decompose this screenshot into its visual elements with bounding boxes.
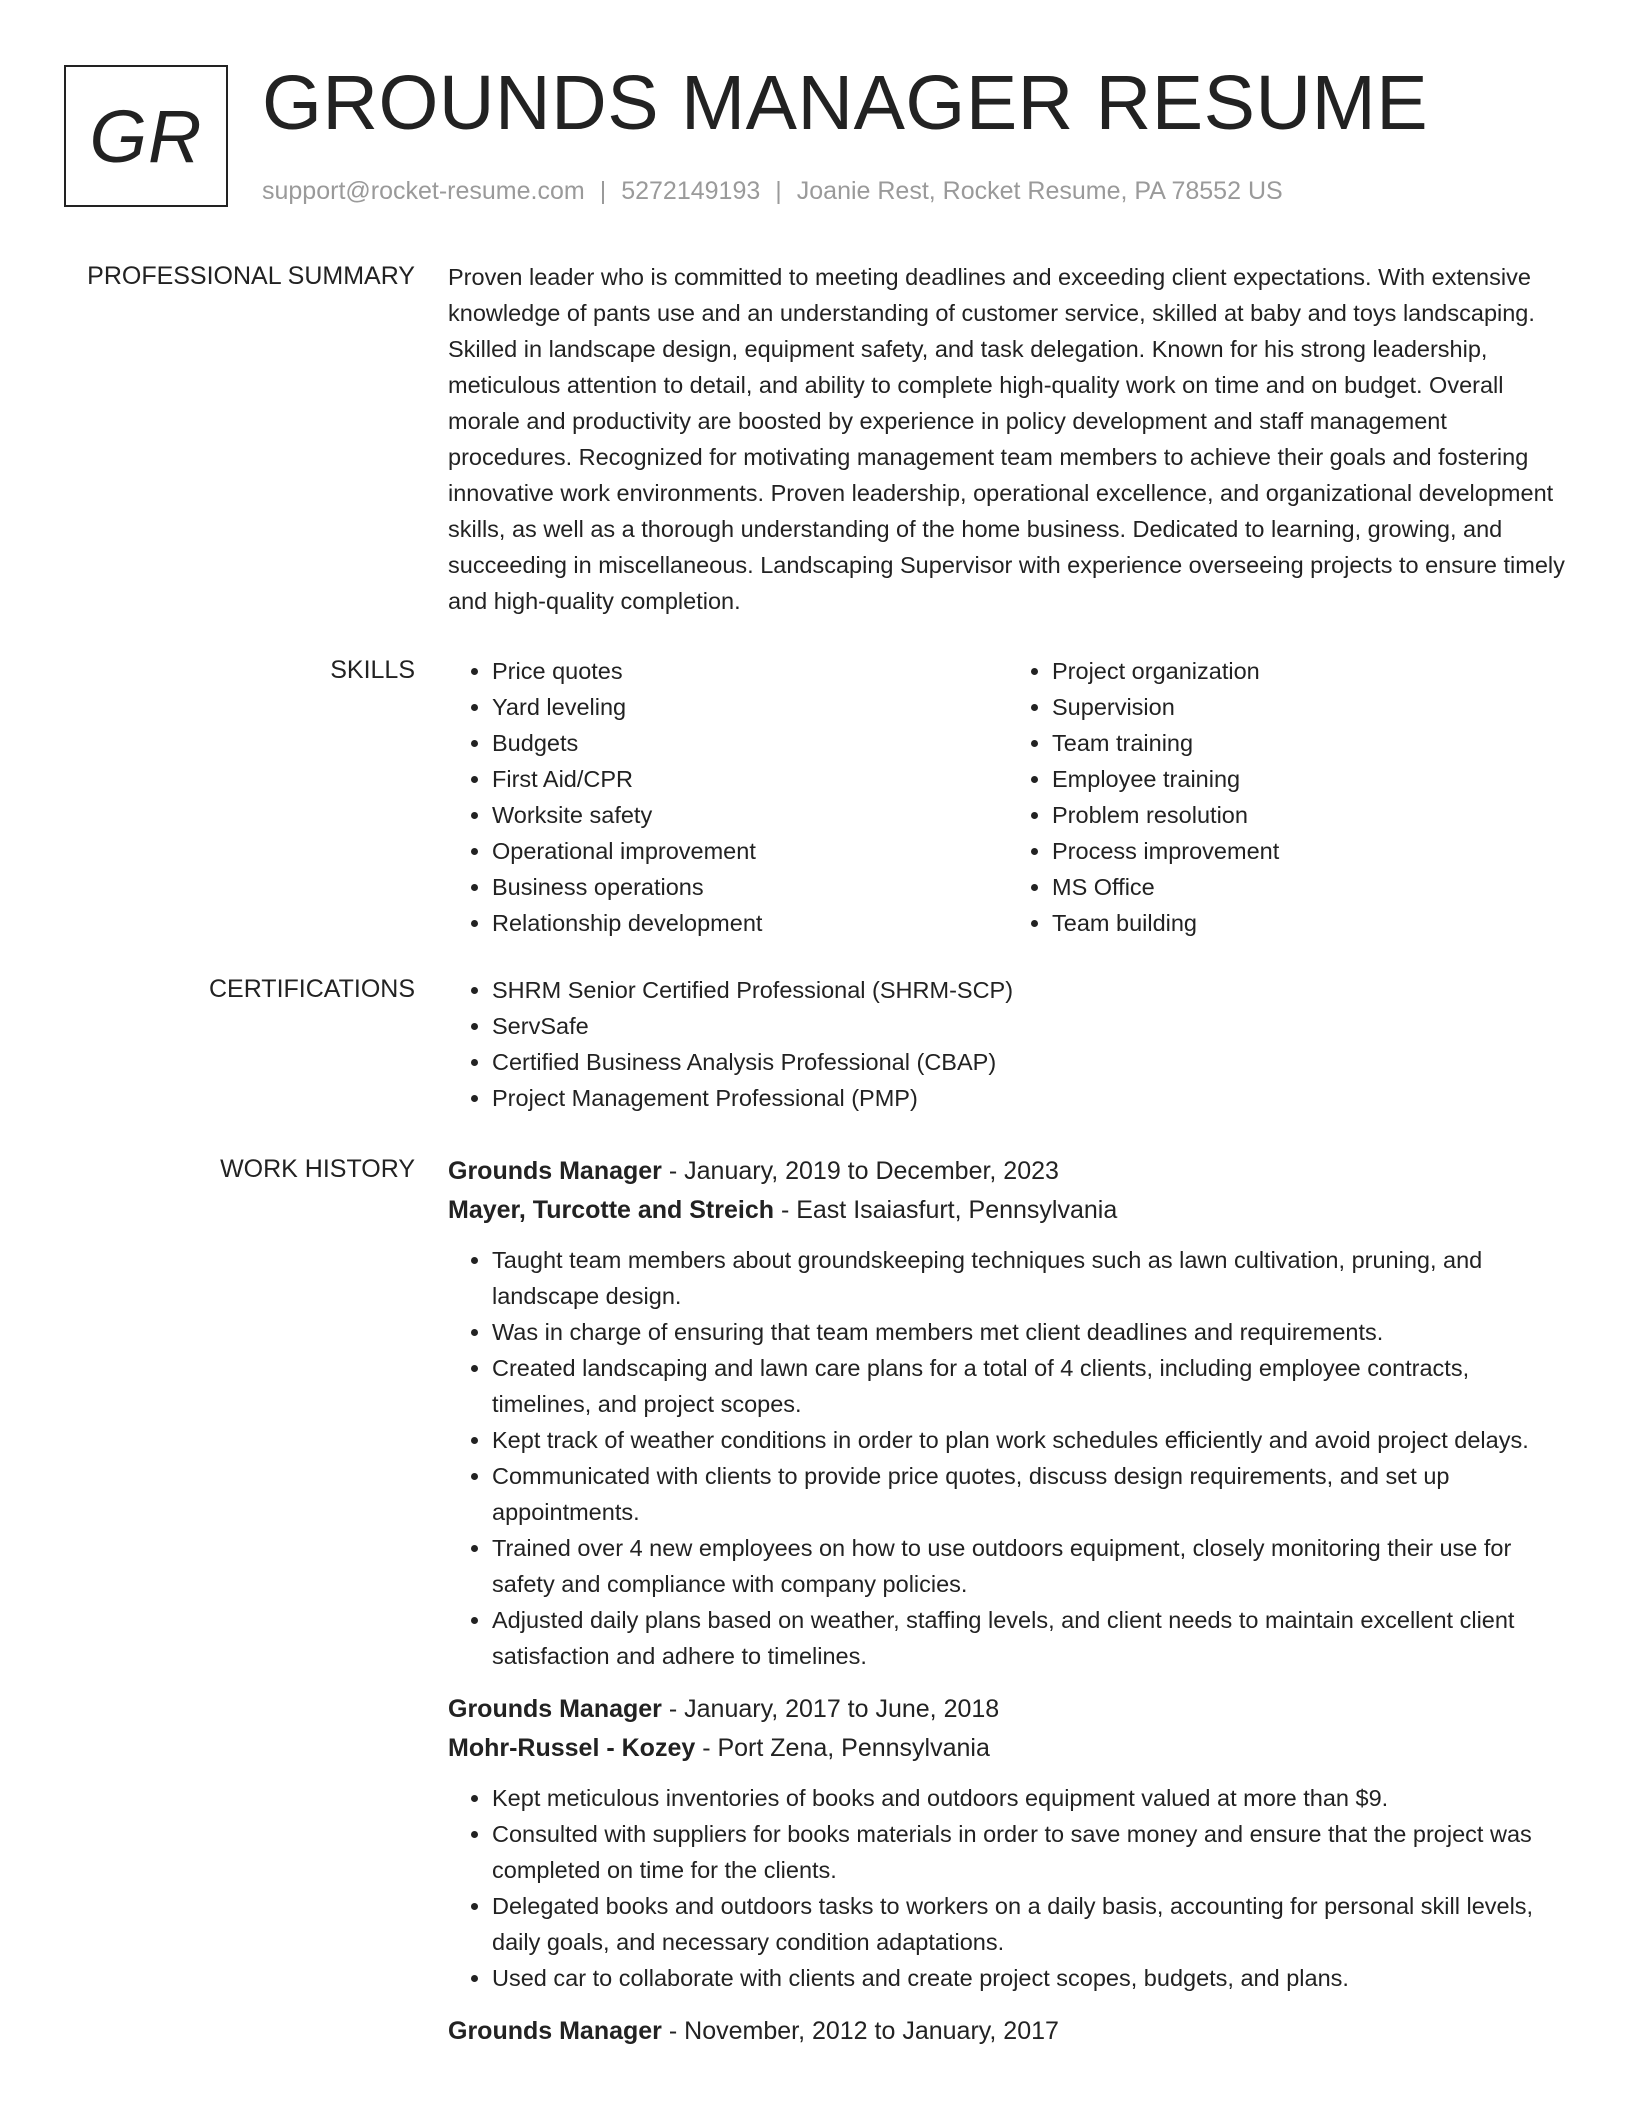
certifications-body — [448, 972, 1568, 1116]
job-title-line — [448, 1690, 1568, 1729]
list-item: • Project organization — [1052, 653, 1568, 689]
list-item: • SHRM Senior Certified Professional (SHRM-SCP) — [492, 972, 1568, 1008]
monogram-text: GR — [89, 94, 203, 178]
job-title: Grounds Manager — [448, 2017, 662, 2045]
certifications-list — [448, 972, 1568, 1116]
job-title-line — [448, 2012, 1568, 2051]
job-entry — [448, 2012, 1568, 2051]
contact-phone: 5272149193 — [621, 177, 761, 205]
list-item: • Budgets — [492, 725, 1008, 761]
list-item: • Created landscaping and lawn care plans for a total of 4 clients, including employee contracts, timelines, and project scopes. — [492, 1350, 1568, 1422]
job-location: - Port Zena, Pennsylvania — [695, 1734, 990, 1762]
job-company-line — [448, 1729, 1568, 1768]
list-item: • MS Office — [1052, 869, 1568, 905]
list-item: • Kept meticulous inventories of books and outdoors equipment valued at more than $9. — [492, 1780, 1568, 1816]
job-title: Grounds Manager — [448, 1157, 662, 1185]
list-item: • Operational improvement — [492, 833, 1008, 869]
list-item: • Relationship development — [492, 905, 1008, 941]
summary-text: Proven leader who is committed to meeting deadlines and exceeding client expectations. With extensive knowledge of pants use and an understanding of customer service, skilled at baby and toys landscaping. Skilled in landscape design, equipment safety, and task delegation. Known for his strong leadership, meticulous attention to detail, and ability to complete high-quality work on time and on budget. Overall morale and productivity are boosted by experience in policy development and staff management procedures. Recognized for motivating management team members to achieve their goals and fostering innovative work environments. Proven leadership, operational excellence, and organizational development skills, as well as a thorough understanding of the home business. Dedicated to learning, growing, and succeeding in miscellaneous. Landscaping Supervisor with experience overseeing projects to ensure timely and high-quality completion. — [448, 264, 1565, 614]
list-item: • Communicated with clients to provide price quotes, discuss design requirements, and set up appointments. — [492, 1458, 1568, 1530]
job-location: - East Isaiasfurt, Pennsylvania — [774, 1196, 1118, 1224]
contact-separator: | — [599, 177, 607, 205]
section-label-work-history: WORK HISTORY — [220, 1155, 415, 1183]
job-dates: - November, 2012 to January, 2017 — [661, 2017, 1059, 2045]
list-item: • Team building — [1052, 905, 1568, 941]
contact-line — [262, 174, 1283, 208]
job-title-line — [448, 1152, 1568, 1191]
list-item: • Supervision — [1052, 689, 1568, 725]
job-company-line — [448, 1191, 1568, 1230]
job-company: Mayer, Turcotte and Streich — [448, 1196, 775, 1224]
job-company: Mohr-Russel - Kozey — [448, 1734, 696, 1762]
job-entry — [448, 1690, 1568, 1996]
list-item: • Trained over 4 new employees on how to use outdoors equipment, closely monitoring their use for safety and compliance with company policies. — [492, 1530, 1568, 1602]
list-item: • Kept track of weather conditions in order to plan work schedules efficiently and avoid project delays. — [492, 1422, 1568, 1458]
job-dates: - January, 2019 to December, 2023 — [661, 1157, 1059, 1185]
list-item: • Taught team members about groundskeeping techniques such as lawn cultivation, pruning, and landscape design. — [492, 1242, 1568, 1314]
list-item: • Process improvement — [1052, 833, 1568, 869]
summary-body — [448, 259, 1568, 619]
job-title: Grounds Manager — [448, 1695, 662, 1723]
job-bullets — [448, 1780, 1568, 1996]
list-item: • Delegated books and outdoors tasks to workers on a daily basis, accounting for personal skill levels, daily goals, and necessary condition adaptations. — [492, 1888, 1568, 1960]
list-item: • Employee training — [1052, 761, 1568, 797]
skills-list-left — [448, 653, 1008, 941]
section-label-skills: SKILLS — [330, 656, 415, 684]
list-item: • Yard leveling — [492, 689, 1008, 725]
job-dates: - January, 2017 to June, 2018 — [661, 1695, 1000, 1723]
contact-address: Joanie Rest, Rocket Resume, PA 78552 US — [796, 177, 1283, 205]
work-history-body — [448, 1152, 1568, 2067]
list-item: • Certified Business Analysis Professional (CBAP) — [492, 1044, 1568, 1080]
list-item: • ServSafe — [492, 1008, 1568, 1044]
list-item: • Adjusted daily plans based on weather, staffing levels, and client needs to maintain excellent client satisfaction and adhere to timelines. — [492, 1602, 1568, 1674]
contact-email: support@rocket-resume.com — [262, 177, 585, 205]
resume-title: GROUNDS MANAGER RESUME — [262, 60, 1429, 146]
section-label-certifications: CERTIFICATIONS — [208, 975, 415, 1003]
list-item: • Team training — [1052, 725, 1568, 761]
section-label-summary: PROFESSIONAL SUMMARY — [87, 262, 415, 290]
job-bullets — [448, 1242, 1568, 1674]
list-item: • Used car to collaborate with clients and create project scopes, budgets, and plans. — [492, 1960, 1568, 1996]
contact-separator: | — [775, 177, 782, 205]
skills-list-right — [1008, 653, 1568, 941]
list-item: • Business operations — [492, 869, 1008, 905]
list-item: • Price quotes — [492, 653, 1008, 689]
skills-body — [448, 653, 1568, 941]
job-entry — [448, 1152, 1568, 1674]
list-item: • Was in charge of ensuring that team members met client deadlines and requirements. — [492, 1314, 1568, 1350]
monogram-badge — [64, 65, 228, 207]
list-item: • Consulted with suppliers for books materials in order to save money and ensure that the project was completed on time for the clients. — [492, 1816, 1568, 1888]
list-item: • Project Management Professional (PMP) — [492, 1080, 1568, 1116]
list-item: • Worksite safety — [492, 797, 1008, 833]
list-item: • Problem resolution — [1052, 797, 1568, 833]
list-item: • First Aid/CPR — [492, 761, 1008, 797]
